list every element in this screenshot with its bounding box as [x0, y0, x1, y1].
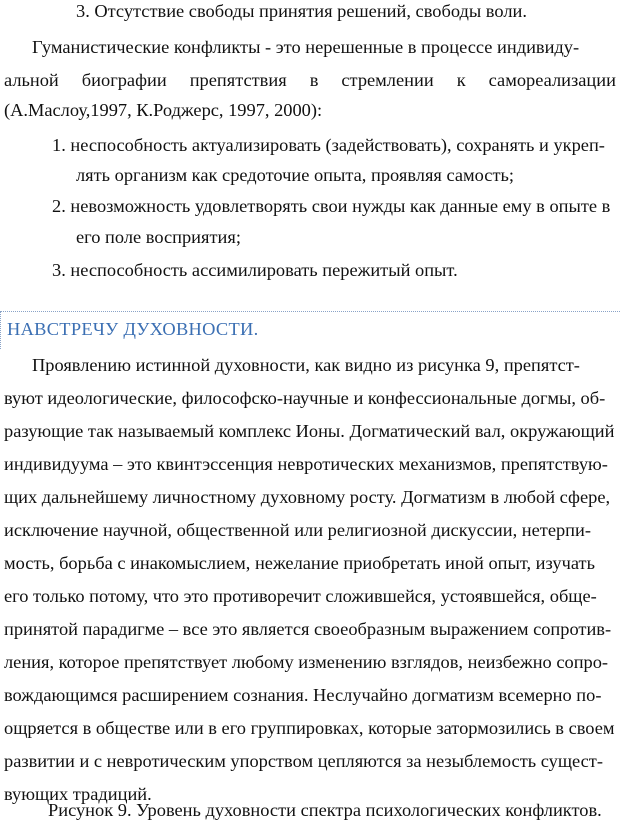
word: самореализации — [488, 70, 616, 90]
list-item-1-line-2: лять организм как средоточие опыта, проявляя самость; — [76, 165, 515, 185]
list-item-3-top: 3. Отсутствие свободы принятия решений, свободы воли. — [76, 1, 527, 21]
body-line-1: Проявлению истинной духовности, как видно из рисунка 9, препятст- — [32, 355, 580, 375]
word: в — [309, 70, 319, 90]
body-line-4: индивидуума – это квинтэссенция невротических механизмов, препятствую- — [4, 454, 608, 474]
body-line-3: разующие так называемый комплекс Ионы. Догматический вал, окружающий — [4, 421, 615, 441]
word: альной — [4, 70, 59, 90]
word: биографии — [81, 70, 167, 90]
body-line-6: исключение научной, общественной или религиозной дискуссии, нетерпи- — [4, 520, 591, 540]
body-line-8: его только потому, что это противоречит сложившейся, устоявшейся, обще- — [4, 586, 597, 606]
section-heading: НАВСТРЕЧУ ДУХОВНОСТИ. — [7, 319, 259, 339]
word: стремлении — [341, 70, 434, 90]
word: препятствия — [189, 70, 287, 90]
list-item-2-line-2: его поле восприятия; — [76, 227, 241, 247]
list-item-1-line-1: 1. неспособность актуализировать (задействовать), сохранять и укреп- — [52, 135, 605, 155]
body-line-14: вующих традиций. — [4, 784, 152, 804]
body-line-5: щих дальнейшему личностному духовному росту. Догматизм в любой сфере, — [4, 487, 611, 507]
body-line-10: ления, которое препятствует любому изменению взглядов, неизбежно сопро- — [4, 652, 609, 672]
list-item-2-line-1: 2. невозможность удовлетворять свои нужды как данные ему в опыте в — [52, 196, 611, 216]
body-line-12: ощряется в обществе или в его группировках, которые затормозились в своем — [4, 718, 615, 738]
humanistic-line-2 — [4, 69, 616, 91]
figure-caption: Рисунок 9. Уровень духовности спектра психологических конфликтов. — [48, 800, 602, 820]
list-item-3: 3. неспособность ассимилировать пережитый опыт. — [52, 260, 458, 280]
body-line-13: развитии и с невротическим упорством цепляются за незыблемость сущест- — [4, 751, 603, 771]
word: к — [456, 70, 466, 90]
body-line-2: вуют идеологические, философско-научные и конфессиональные догмы, об- — [4, 388, 606, 408]
humanistic-line-3: (А.Маслоу,1997, К.Роджерс, 1997, 2000): — [4, 100, 323, 120]
body-line-11: вождающимся расширением сознания. Неслучайно догматизм всемерно по- — [4, 685, 602, 705]
humanistic-line-1: Гуманистические конфликты - это нерешенные в процессе индивиду- — [32, 37, 580, 57]
body-line-9: принятой парадигме – все это является своеобразным выражением сопротив- — [4, 619, 612, 639]
body-line-7: мость, борьба с инакомыслием, нежелание приобретать иной опыт, изучать — [4, 553, 595, 573]
